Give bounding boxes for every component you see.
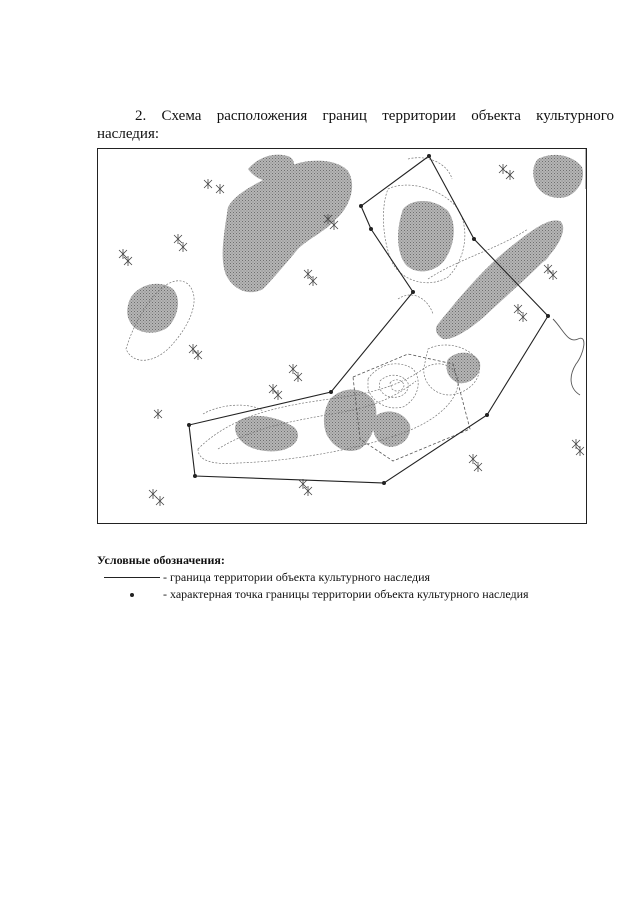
legend-text: - граница территории объекта культурного наследия — [163, 570, 431, 584]
legend-text: - характерная точка границы территории объекта культурного наследия — [163, 587, 529, 601]
site-map — [97, 148, 587, 524]
vegetation-symbol — [204, 179, 212, 189]
vegetation-symbol — [294, 372, 302, 382]
boundary-point — [329, 390, 333, 394]
vegetation-symbol — [179, 242, 187, 252]
vegetation-symbol — [304, 269, 312, 279]
legend-item-boundary — [97, 570, 617, 585]
boundary-point — [359, 204, 363, 208]
river — [553, 319, 584, 395]
vegetation-symbol — [174, 234, 182, 244]
vegetation-symbol — [119, 249, 127, 259]
boundary-point — [546, 314, 550, 318]
vegetation-symbol — [499, 164, 507, 174]
vegetation-symbols — [119, 164, 584, 506]
boundary-point — [369, 227, 373, 231]
vegetation-symbol — [309, 276, 317, 286]
vegetation-symbol — [469, 454, 477, 464]
boundary-point — [427, 154, 431, 158]
heading-word: границ — [322, 108, 367, 124]
boundary-point — [485, 413, 489, 417]
legend-title: Условные обозначения: — [97, 553, 225, 567]
point-symbol-wrap — [104, 593, 160, 597]
forest-area — [446, 353, 480, 384]
heading-word: культурного — [536, 108, 614, 124]
map-canvas — [98, 149, 587, 524]
vegetation-symbol — [124, 256, 132, 266]
heading-line-2: наследия: — [97, 126, 160, 142]
forest-area — [373, 411, 410, 447]
heading-word: объекта — [471, 108, 521, 124]
vegetation-symbol — [514, 304, 522, 314]
heading-word: расположения — [216, 108, 308, 124]
boundary-line-symbol — [104, 577, 160, 578]
heading-line-1 — [97, 107, 614, 125]
boundary-point-symbol — [130, 593, 134, 597]
vegetation-symbol — [474, 462, 482, 472]
contour-line — [408, 158, 452, 179]
forest-area — [533, 155, 583, 198]
vegetation-symbol — [519, 312, 527, 322]
boundary-point — [193, 474, 197, 478]
boundary-point — [382, 481, 386, 485]
vegetation-symbol — [156, 496, 164, 506]
vegetation-symbol — [576, 446, 584, 456]
forest-area — [235, 416, 298, 452]
legend-item-point — [97, 587, 617, 602]
vegetation-symbol — [216, 184, 224, 194]
heading-word: территории — [382, 108, 456, 124]
vegetation-symbol — [304, 486, 312, 496]
forest-area — [398, 201, 454, 271]
heading-word: Схема — [161, 108, 202, 124]
vegetation-symbol — [149, 489, 157, 499]
forest-areas — [127, 155, 583, 452]
boundary-point — [187, 423, 191, 427]
heading-number: 2. — [135, 108, 147, 124]
vegetation-symbol — [289, 364, 297, 374]
vegetation-symbol — [154, 409, 162, 419]
contour-line — [368, 364, 418, 408]
scheme-heading — [97, 107, 614, 143]
boundary-point — [472, 237, 476, 241]
boundary-point — [411, 290, 415, 294]
vegetation-symbol — [506, 170, 514, 180]
legend — [97, 553, 617, 602]
